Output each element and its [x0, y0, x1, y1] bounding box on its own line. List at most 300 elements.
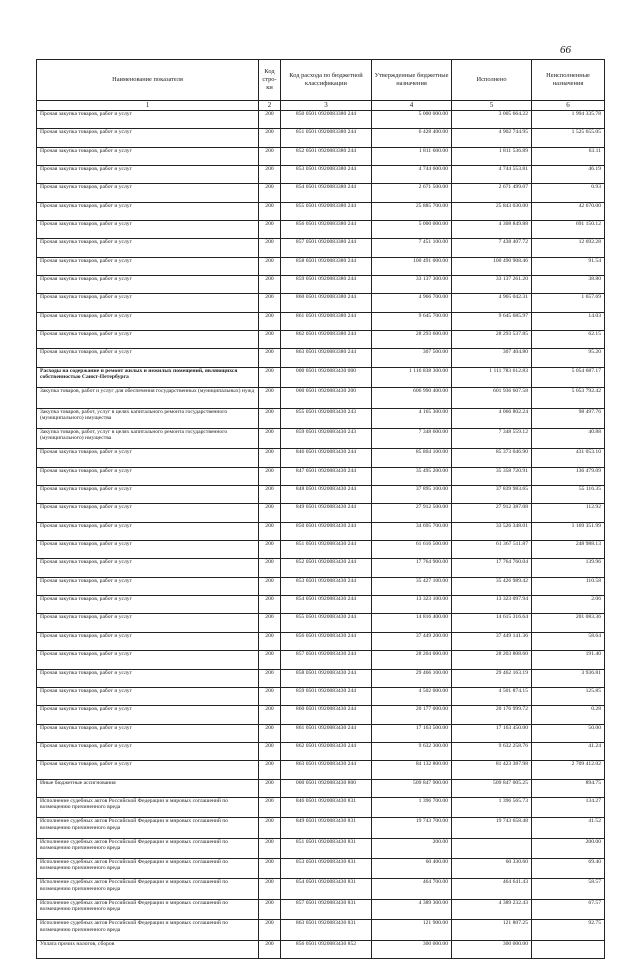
cell-executed-amount: [452, 838, 532, 858]
table-row: [37, 257, 605, 275]
cell-unexecuted-amount: 14.03: [532, 312, 605, 330]
cell-classification-code: 853 0501 0920083380 244: [281, 166, 372, 184]
cell-name: Уплата прочих налогов, сборов: [37, 940, 259, 958]
cell-approved-amount: 1 116 838 300.00: [372, 367, 452, 387]
cell-name: Исполнение судебных актов Российской Федерации и мировых соглашений по возмещению причиненного вреда: [37, 899, 259, 919]
cell-approved-amount: 2 671 500.00: [372, 184, 452, 202]
column-index: 4: [372, 101, 452, 111]
table-row: [37, 859, 605, 879]
cell-classification-code: 853 0501 0920083430 244: [281, 577, 372, 595]
table-row: [37, 294, 605, 312]
cell-unexecuted-amount: 112.92: [532, 504, 605, 522]
table-row: [37, 632, 605, 650]
cell-executed-amount: 60 330.60: [452, 859, 532, 879]
cell-line-code: 200: [259, 818, 281, 838]
cell-name: Закупка товаров, работ, услуг в целях капитального ремонта государственного (муниципального) имущества: [37, 428, 259, 448]
cell-classification-code: 859 0501 0920083430 244: [281, 687, 372, 705]
table-row: [37, 522, 605, 540]
table-row: [37, 312, 605, 330]
cell-name: Прочая закупка товаров, работ и услуг: [37, 522, 259, 540]
table-row: [37, 202, 605, 220]
cell-classification-code: 863 0501 0920083380 244: [281, 349, 372, 367]
cell-classification-code: 857 0501 0920083430 831: [281, 899, 372, 919]
cell-unexecuted-amount: 0.93: [532, 184, 605, 202]
cell-name: Прочая закупка товаров, работ и услуг: [37, 559, 259, 577]
column-index: 3: [281, 101, 372, 111]
cell-classification-code: 849 0501 0920083430 831: [281, 818, 372, 838]
cell-line-code: 200: [259, 614, 281, 632]
cell-line-code: 200: [259, 632, 281, 650]
cell-approved-amount: 84 132 800.00: [372, 761, 452, 779]
budget-execution-table: [36, 59, 605, 959]
cell-line-code: 200: [259, 761, 281, 779]
cell-line-code: 200: [259, 202, 281, 220]
cell-line-code: 200: [259, 522, 281, 540]
cell-approved-amount: 14 816 400.00: [372, 614, 452, 632]
cell-name: Прочая закупка товаров, работ и услуг: [37, 486, 259, 504]
cell-unexecuted-amount: 62.15: [532, 331, 605, 349]
cell-approved-amount: 464 700.00: [372, 879, 452, 899]
cell-classification-code: 856 0501 0920083380 244: [281, 221, 372, 239]
cell-approved-amount: 7 348 600.00: [372, 428, 452, 448]
cell-name: Прочая закупка товаров, работ и услуг: [37, 669, 259, 687]
cell-line-code: 200: [259, 724, 281, 742]
cell-name: Прочая закупка товаров, работ и услуг: [37, 541, 259, 559]
cell-line-code: 200: [259, 367, 281, 387]
cell-line-code: 200: [259, 408, 281, 428]
cell-executed-amount: 1 811 536.89: [452, 147, 532, 165]
cell-classification-code: 862 0501 0920083380 244: [281, 331, 372, 349]
cell-name: Прочая закупка товаров, работ и услуг: [37, 111, 259, 129]
cell-approved-amount: 4 165 300.00: [372, 408, 452, 428]
table-row: [37, 331, 605, 349]
cell-approved-amount: 17 163 500.00: [372, 724, 452, 742]
cell-executed-amount: 17 764 760.04: [452, 559, 532, 577]
cell-approved-amount: 37 895 100.00: [372, 486, 452, 504]
cell-classification-code: 852 0501 0920083380 244: [281, 147, 372, 165]
cell-approved-amount: 5 000 000.00: [372, 111, 452, 129]
cell-classification-code: 853 0501 0920083430 831: [281, 859, 372, 879]
cell-line-code: 200: [259, 239, 281, 257]
cell-line-code: 200: [259, 687, 281, 705]
cell-classification-code: 846 0501 0920083430 244: [281, 449, 372, 467]
cell-classification-code: 860 0501 0920083380 244: [281, 294, 372, 312]
cell-line-code: 200: [259, 166, 281, 184]
cell-name: Прочая закупка товаров, работ и услуг: [37, 312, 259, 330]
cell-classification-code: 861 0501 0920083380 244: [281, 312, 372, 330]
cell-unexecuted-amount: 58.64: [532, 632, 605, 650]
cell-approved-amount: 307 500.00: [372, 349, 452, 367]
cell-line-code: 200: [259, 349, 281, 367]
cell-line-code: 200: [259, 797, 281, 817]
cell-classification-code: 863 0501 0920083430 831: [281, 920, 372, 940]
table-row: [37, 408, 605, 428]
cell-name: Прочая закупка товаров, работ и услуг: [37, 449, 259, 467]
cell-executed-amount: 35 358 720.91: [452, 467, 532, 485]
cell-executed-amount: 4 744 553.81: [452, 166, 532, 184]
cell-name: Прочая закупка товаров, работ и услуг: [37, 761, 259, 779]
cell-unexecuted-amount: 248 988.13: [532, 541, 605, 559]
table-row: [37, 129, 605, 147]
cell-line-code: 200: [259, 596, 281, 614]
table-row: [37, 614, 605, 632]
cell-unexecuted-amount: 3 936.81: [532, 669, 605, 687]
cell-unexecuted-amount: 139.96: [532, 559, 605, 577]
cell-unexecuted-amount: 50.00: [532, 724, 605, 742]
cell-name: Прочая закупка товаров, работ и услуг: [37, 614, 259, 632]
table-row: [37, 651, 605, 669]
cell-classification-code: 848 0501 0920083430 244: [281, 486, 372, 504]
cell-unexecuted-amount: 894.75: [532, 779, 605, 797]
cell-classification-code: 850 0501 0920083430 244: [281, 522, 372, 540]
cell-line-code: 200: [259, 294, 281, 312]
cell-classification-code: 846 0501 0920083430 831: [281, 797, 372, 817]
cell-line-code: 200: [259, 147, 281, 165]
cell-name: Прочая закупка товаров, работ и услуг: [37, 596, 259, 614]
cell-executed-amount: 33 526 348.01: [452, 522, 532, 540]
cell-name: Прочая закупка товаров, работ и услуг: [37, 294, 259, 312]
column-index: 6: [532, 101, 605, 111]
cell-executed-amount: 100 490 908.46: [452, 257, 532, 275]
cell-executed-amount: 19 743 658.48: [452, 818, 532, 838]
cell-classification-code: 859 0501 0920083430 243: [281, 428, 372, 448]
page-number: 66: [560, 44, 571, 56]
cell-executed-amount: 25 843 030.00: [452, 202, 532, 220]
cell-classification-code: 000 0501 0920083430 800: [281, 779, 372, 797]
cell-name: Прочая закупка товаров, работ и услуг: [37, 724, 259, 742]
cell-approved-amount: 35 495 200.00: [372, 467, 452, 485]
cell-approved-amount: 28 204 000.00: [372, 651, 452, 669]
cell-executed-amount: 81 423 387.98: [452, 761, 532, 779]
table-row: [37, 879, 605, 899]
cell-approved-amount: 61 616 500.00: [372, 541, 452, 559]
cell-executed-amount: 61 367 511.87: [452, 541, 532, 559]
cell-line-code: 200: [259, 779, 281, 797]
cell-unexecuted-amount: 110.58: [532, 577, 605, 595]
cell-line-code: 200: [259, 111, 281, 129]
cell-approved-amount: 85 804 100.00: [372, 449, 452, 467]
cell-name: Расходы на содержание и ремонт жилых и нежилых помещений, являющихся собственностью Санкт-Петербурга: [37, 367, 259, 387]
cell-approved-amount: 6 428 400.00: [372, 129, 452, 147]
table-row: [37, 486, 605, 504]
cell-approved-amount: 1 396 700.00: [372, 797, 452, 817]
cell-name: Прочая закупка товаров, работ и услуг: [37, 276, 259, 294]
table-row: [37, 577, 605, 595]
cell-executed-amount: 464 641.43: [452, 879, 532, 899]
cell-approved-amount: 4 744 600.00: [372, 166, 452, 184]
cell-line-code: 200: [259, 706, 281, 724]
cell-classification-code: 856 0501 0920083430 244: [281, 632, 372, 650]
cell-unexecuted-amount: 0.28: [532, 706, 605, 724]
cell-classification-code: 851 0501 0920083430 831: [281, 838, 372, 858]
table-row: [37, 596, 605, 614]
table-row: [37, 687, 605, 705]
cell-classification-code: 857 0501 0920083430 244: [281, 651, 372, 669]
table-row: [37, 797, 605, 817]
cell-executed-amount: 4 902 744.95: [452, 129, 532, 147]
cell-name: Прочая закупка товаров, работ и услуг: [37, 742, 259, 760]
cell-executed-amount: 2 671 499.07: [452, 184, 532, 202]
cell-line-code: 200: [259, 276, 281, 294]
cell-classification-code: 852 0501 0920083430 244: [281, 559, 372, 577]
cell-executed-amount: 28 203 808.60: [452, 651, 532, 669]
cell-unexecuted-amount: 2 709 412.02: [532, 761, 605, 779]
table-body: [37, 111, 605, 959]
table-row: [37, 724, 605, 742]
cell-classification-code: 851 0501 0920083430 244: [281, 541, 372, 559]
cell-name: Прочая закупка товаров, работ и услуг: [37, 467, 259, 485]
cell-name: Прочая закупка товаров, работ и услуг: [37, 147, 259, 165]
cell-unexecuted-amount: 136 479.09: [532, 467, 605, 485]
table-row: [37, 541, 605, 559]
cell-unexecuted-amount: 1 525 655.05: [532, 129, 605, 147]
column-header-executed: Исполнено: [452, 60, 532, 101]
cell-classification-code: 854 0501 0920083430 244: [281, 596, 372, 614]
cell-approved-amount: 7 451 100.00: [372, 239, 452, 257]
cell-classification-code: 858 0501 0920083430 244: [281, 669, 372, 687]
cell-executed-amount: 13 323 097.94: [452, 596, 532, 614]
cell-line-code: 200: [259, 742, 281, 760]
table-row: [37, 467, 605, 485]
cell-classification-code: 851 0501 0920083380 244: [281, 129, 372, 147]
cell-executed-amount: 601 936 607.58: [452, 388, 532, 408]
cell-unexecuted-amount: 92.75: [532, 920, 605, 940]
cell-executed-amount: 4 389 232.43: [452, 899, 532, 919]
cell-name: Прочая закупка товаров, работ и услуг: [37, 632, 259, 650]
cell-unexecuted-amount: 134.27: [532, 797, 605, 817]
cell-line-code: 200: [259, 129, 281, 147]
cell-line-code: 200: [259, 879, 281, 899]
cell-executed-amount: 121 807.25: [452, 920, 532, 940]
cell-executed-amount: 4 308 849.88: [452, 221, 532, 239]
cell-unexecuted-amount: 38.80: [532, 276, 605, 294]
cell-line-code: 200: [259, 388, 281, 408]
table-row: [37, 669, 605, 687]
table-row: [37, 388, 605, 408]
cell-unexecuted-amount: 67.57: [532, 899, 605, 919]
table-row: [37, 706, 605, 724]
cell-name: Исполнение судебных актов Российской Федерации и мировых соглашений по возмещению причиненного вреда: [37, 859, 259, 879]
cell-approved-amount: 300 000.00: [372, 940, 452, 958]
column-index: 5: [452, 101, 532, 111]
cell-unexecuted-amount: 191.40: [532, 651, 605, 669]
cell-unexecuted-amount: 5 054 687.17: [532, 367, 605, 387]
cell-approved-amount: 13 323 100.00: [372, 596, 452, 614]
cell-approved-amount: 200.00: [372, 838, 452, 858]
cell-unexecuted-amount: 5 053 792.42: [532, 388, 605, 408]
cell-executed-amount: 85 373 046.90: [452, 449, 532, 467]
cell-executed-amount: 17 163 450.00: [452, 724, 532, 742]
table-row: [37, 111, 605, 129]
table-row: [37, 166, 605, 184]
cell-unexecuted-amount: 691 150.12: [532, 221, 605, 239]
table-row: [37, 428, 605, 448]
column-index: 2: [259, 101, 281, 111]
cell-line-code: 200: [259, 467, 281, 485]
cell-approved-amount: 509 847 900.00: [372, 779, 452, 797]
table-row: [37, 504, 605, 522]
cell-line-code: 200: [259, 221, 281, 239]
cell-classification-code: 847 0501 0920083430 244: [281, 467, 372, 485]
cell-executed-amount: 3 005 664.22: [452, 111, 532, 129]
table-row: [37, 920, 605, 940]
cell-executed-amount: 35 426 989.42: [452, 577, 532, 595]
table-header-row: [37, 60, 605, 101]
table-row: [37, 147, 605, 165]
cell-name: Прочая закупка товаров, работ и услуг: [37, 221, 259, 239]
cell-executed-amount: 37 449 141.36: [452, 632, 532, 650]
column-index-row: [37, 101, 605, 111]
cell-unexecuted-amount: 1 994 335.78: [532, 111, 605, 129]
cell-name: Прочая закупка товаров, работ и услуг: [37, 577, 259, 595]
cell-name: Прочая закупка товаров, работ и услуг: [37, 202, 259, 220]
cell-line-code: 200: [259, 859, 281, 879]
cell-line-code: 200: [259, 920, 281, 940]
cell-unexecuted-amount: 40.88: [532, 428, 605, 448]
cell-approved-amount: 4 502 000.00: [372, 687, 452, 705]
cell-line-code: 200: [259, 504, 281, 522]
table-row: [37, 239, 605, 257]
cell-unexecuted-amount: 42 670.00: [532, 202, 605, 220]
cell-executed-amount: 14 615 316.64: [452, 614, 532, 632]
cell-line-code: 200: [259, 899, 281, 919]
cell-classification-code: 858 0501 0920083380 244: [281, 257, 372, 275]
cell-name: Закупка товаров, работ, услуг в целях капитального ремонта государственного (муниципального) имущества: [37, 408, 259, 428]
cell-approved-amount: 4 966 700.00: [372, 294, 452, 312]
cell-name: Прочая закупка товаров, работ и услуг: [37, 184, 259, 202]
cell-unexecuted-amount: 55 116.35: [532, 486, 605, 504]
cell-approved-amount: 19 743 700.00: [372, 818, 452, 838]
cell-unexecuted-amount: 431 053.10: [532, 449, 605, 467]
cell-name: Прочая закупка товаров, работ и услуг: [37, 166, 259, 184]
cell-unexecuted-amount: 1 657.69: [532, 294, 605, 312]
cell-name: Прочая закупка товаров, работ и услуг: [37, 331, 259, 349]
cell-unexecuted-amount: 63.11: [532, 147, 605, 165]
cell-classification-code: 855 0501 0920083380 244: [281, 202, 372, 220]
cell-name: Прочая закупка товаров, работ и услуг: [37, 651, 259, 669]
cell-name: Прочая закупка товаров, работ и услуг: [37, 706, 259, 724]
cell-line-code: 200: [259, 577, 281, 595]
cell-executed-amount: 307 404.80: [452, 349, 532, 367]
cell-executed-amount: 9 645 685.97: [452, 312, 532, 330]
cell-executed-amount: 4 965 042.31: [452, 294, 532, 312]
cell-approved-amount: 29 466 100.00: [372, 669, 452, 687]
table-row: [37, 559, 605, 577]
cell-approved-amount: 4 389 300.00: [372, 899, 452, 919]
cell-executed-amount: 1 111 783 612.83: [452, 367, 532, 387]
cell-approved-amount: 34 695 700.00: [372, 522, 452, 540]
cell-classification-code: 862 0501 0920083430 244: [281, 742, 372, 760]
cell-unexecuted-amount: 12 692.28: [532, 239, 605, 257]
cell-name: Прочая закупка товаров, работ и услуг: [37, 129, 259, 147]
cell-approved-amount: 37 449 200.00: [372, 632, 452, 650]
cell-approved-amount: 60 400.00: [372, 859, 452, 879]
cell-line-code: 200: [259, 184, 281, 202]
cell-unexecuted-amount: 201 083.36: [532, 614, 605, 632]
cell-classification-code: 856 0501 0920083430 852: [281, 940, 372, 958]
column-header-code: Код стро-ки: [259, 60, 281, 101]
cell-classification-code: 861 0501 0920083430 244: [281, 724, 372, 742]
cell-executed-amount: 37 839 983.65: [452, 486, 532, 504]
cell-unexecuted-amount: 125.85: [532, 687, 605, 705]
table-row: [37, 838, 605, 858]
cell-name: Исполнение судебных актов Российской Федерации и мировых соглашений по возмещению причиненного вреда: [37, 838, 259, 858]
cell-approved-amount: 28 293 600.00: [372, 331, 452, 349]
cell-classification-code: 859 0501 0920083380 244: [281, 276, 372, 294]
cell-unexecuted-amount: [532, 940, 605, 958]
cell-line-code: 200: [259, 257, 281, 275]
column-header-approved: Утвержденные бюджетные назначения: [372, 60, 452, 101]
cell-unexecuted-amount: 200.00: [532, 838, 605, 858]
cell-unexecuted-amount: 91.54: [532, 257, 605, 275]
cell-name: Исполнение судебных актов Российской Федерации и мировых соглашений по возмещению причиненного вреда: [37, 797, 259, 817]
cell-classification-code: 849 0501 0920083430 244: [281, 504, 372, 522]
cell-executed-amount: 28 293 537.85: [452, 331, 532, 349]
cell-line-code: 200: [259, 486, 281, 504]
cell-approved-amount: 27 912 500.00: [372, 504, 452, 522]
cell-executed-amount: 29 462 163.19: [452, 669, 532, 687]
cell-unexecuted-amount: 95.20: [532, 349, 605, 367]
table-row: [37, 221, 605, 239]
cell-line-code: 200: [259, 541, 281, 559]
cell-name: Прочая закупка товаров, работ и услуг: [37, 239, 259, 257]
table-row: [37, 276, 605, 294]
cell-line-code: 200: [259, 428, 281, 448]
table-row: [37, 367, 605, 387]
cell-executed-amount: 7 348 559.12: [452, 428, 532, 448]
table-row: [37, 779, 605, 797]
cell-unexecuted-amount: 2.06: [532, 596, 605, 614]
cell-approved-amount: 9 645 700.00: [372, 312, 452, 330]
cell-approved-amount: 100 491 000.00: [372, 257, 452, 275]
table-row: [37, 184, 605, 202]
cell-classification-code: 000 0501 0920083430 000: [281, 367, 372, 387]
cell-approved-amount: 33 137 300.00: [372, 276, 452, 294]
cell-executed-amount: 27 912 387.08: [452, 504, 532, 522]
cell-executed-amount: 7 438 407.72: [452, 239, 532, 257]
table-row: [37, 761, 605, 779]
cell-unexecuted-amount: 98 497.76: [532, 408, 605, 428]
column-header-name: Наименование показателя: [37, 60, 259, 101]
cell-approved-amount: 20 177 000.00: [372, 706, 452, 724]
cell-classification-code: 854 0501 0920083380 244: [281, 184, 372, 202]
cell-approved-amount: 9 632 300.00: [372, 742, 452, 760]
cell-executed-amount: 9 632 258.76: [452, 742, 532, 760]
cell-name: Прочая закупка товаров, работ и услуг: [37, 349, 259, 367]
cell-executed-amount: 4 066 802.24: [452, 408, 532, 428]
cell-line-code: 200: [259, 669, 281, 687]
cell-unexecuted-amount: 1 169 351.99: [532, 522, 605, 540]
cell-classification-code: 855 0501 0920083430 244: [281, 614, 372, 632]
cell-approved-amount: 35 427 100.00: [372, 577, 452, 595]
cell-classification-code: 000 0501 0920083430 200: [281, 388, 372, 408]
cell-executed-amount: 20 176 999.72: [452, 706, 532, 724]
cell-line-code: 200: [259, 838, 281, 858]
cell-approved-amount: 25 885 700.00: [372, 202, 452, 220]
cell-name: Исполнение судебных актов Российской Федерации и мировых соглашений по возмещению причиненного вреда: [37, 879, 259, 899]
cell-classification-code: 850 0501 0920083380 244: [281, 111, 372, 129]
table-row: [37, 349, 605, 367]
cell-classification-code: 863 0501 0920083430 244: [281, 761, 372, 779]
cell-unexecuted-amount: 58.57: [532, 879, 605, 899]
cell-classification-code: 855 0501 0920083430 243: [281, 408, 372, 428]
table-row: [37, 899, 605, 919]
cell-line-code: 200: [259, 559, 281, 577]
cell-line-code: 200: [259, 651, 281, 669]
column-index: 1: [37, 101, 259, 111]
cell-approved-amount: 606 990 400.00: [372, 388, 452, 408]
cell-approved-amount: 121 900.00: [372, 920, 452, 940]
